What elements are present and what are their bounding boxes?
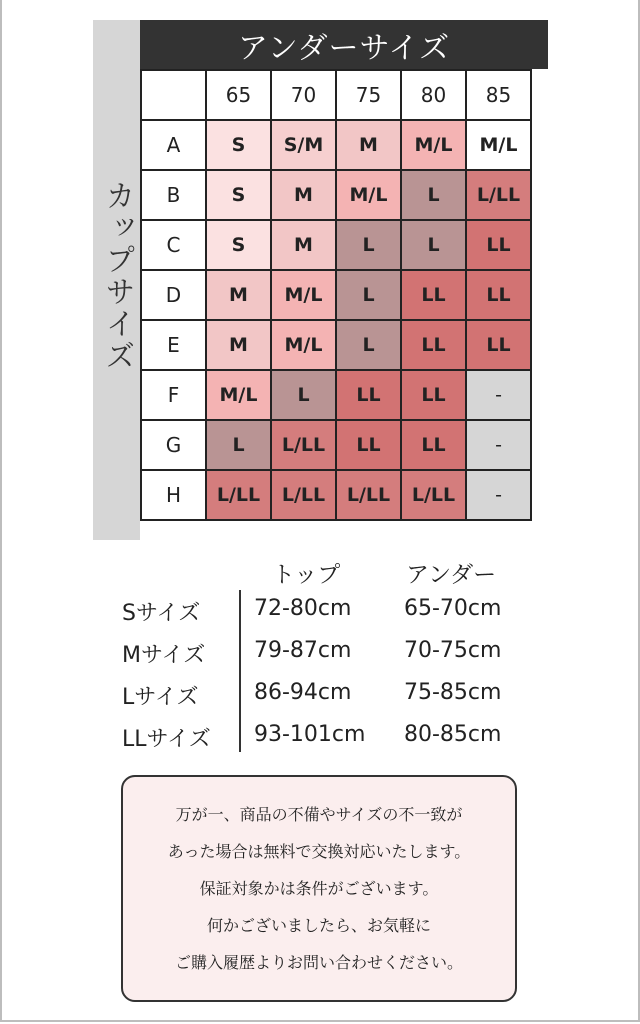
grid-row	[141, 170, 531, 220]
size-cell: L	[336, 320, 401, 370]
size-cell: -	[466, 420, 531, 470]
cup-size-header: F	[141, 370, 206, 420]
legend-size-label: Sサイズ	[122, 601, 201, 626]
legend-under-range: 75-85cm	[404, 680, 502, 705]
size-cell: M	[271, 220, 336, 270]
grid-row	[141, 220, 531, 270]
cup-size-header: E	[141, 320, 206, 370]
legend-under-range: 65-70cm	[404, 596, 502, 621]
notice-line: ご購入履歴よりお問い合わせください。	[174, 953, 463, 972]
size-cell: M/L	[206, 370, 271, 420]
cup-size-header: C	[141, 220, 206, 270]
size-cell: LL	[401, 420, 466, 470]
size-cell: LL	[401, 320, 466, 370]
cup-size-header: B	[141, 170, 206, 220]
legend-divider	[239, 590, 241, 752]
cup-size-header: A	[141, 120, 206, 170]
legend-header-top: トップ	[272, 562, 341, 588]
size-cell: LL	[336, 420, 401, 470]
size-cell: S/M	[271, 120, 336, 170]
legend-size-label: Mサイズ	[122, 643, 206, 668]
size-cell: S	[206, 170, 271, 220]
size-cell: LL	[401, 270, 466, 320]
notice-line: 万が一、商品の不備やサイズの不一致が	[175, 805, 463, 824]
size-cell: L/LL	[336, 470, 401, 520]
legend-size-label: LLサイズ	[122, 727, 211, 752]
size-cell: L/LL	[466, 170, 531, 220]
size-cell: L	[336, 270, 401, 320]
size-cell: M	[206, 270, 271, 320]
legend-top-range: 86-94cm	[254, 680, 352, 705]
size-legend	[118, 556, 538, 756]
cup-size-header: D	[141, 270, 206, 320]
legend-under-range: 80-85cm	[404, 722, 502, 747]
cup-size-header: H	[141, 470, 206, 520]
size-cell: M	[206, 320, 271, 370]
size-cell: L/LL	[271, 470, 336, 520]
under-size-title: アンダーサイズ	[140, 20, 548, 69]
size-cell: L	[271, 370, 336, 420]
grid-row	[141, 120, 531, 170]
size-cell: -	[466, 470, 531, 520]
grid-row	[141, 270, 531, 320]
grid-corner	[141, 70, 206, 120]
size-cell: L/LL	[206, 470, 271, 520]
exchange-notice	[121, 775, 517, 1002]
under-size-header: 85	[466, 70, 531, 120]
notice-line: 何かございましたら、お気軽に	[206, 916, 431, 935]
size-cell: M/L	[466, 120, 531, 170]
size-cell: M/L	[271, 320, 336, 370]
grid-row	[141, 420, 531, 470]
size-cell: M	[336, 120, 401, 170]
legend-under-range: 70-75cm	[404, 638, 502, 663]
notice-line: あった場合は無料で交換対応いたします。	[167, 842, 471, 861]
cup-size-label: カップサイズ	[99, 180, 135, 372]
legend-top-range: 72-80cm	[254, 596, 352, 621]
size-cell: M	[271, 170, 336, 220]
under-size-header: 70	[271, 70, 336, 120]
size-cell: L	[206, 420, 271, 470]
size-cell: M/L	[271, 270, 336, 320]
size-cell: -	[466, 370, 531, 420]
legend-header-under: アンダー	[406, 562, 497, 588]
notice-line: 保証対象かは条件がございます。	[199, 879, 439, 898]
grid-row	[141, 470, 531, 520]
size-cell: S	[206, 220, 271, 270]
size-cell: LL	[466, 320, 531, 370]
legend-size-label: Lサイズ	[122, 685, 199, 710]
size-cell: LL	[401, 370, 466, 420]
size-cell: S	[206, 120, 271, 170]
under-size-header: 80	[401, 70, 466, 120]
legend-top-range: 79-87cm	[254, 638, 352, 663]
legend-top-range: 93-101cm	[254, 722, 366, 747]
size-cell: L/LL	[271, 420, 336, 470]
grid-row	[141, 320, 531, 370]
size-cell: L	[401, 220, 466, 270]
under-size-header: 65	[206, 70, 271, 120]
under-size-header: 75	[336, 70, 401, 120]
size-cell: LL	[336, 370, 401, 420]
size-grid	[140, 69, 532, 521]
size-cell: M/L	[401, 120, 466, 170]
size-cell: L/LL	[401, 470, 466, 520]
grid-row	[141, 370, 531, 420]
size-cell: L	[336, 220, 401, 270]
size-cell: M/L	[336, 170, 401, 220]
cup-size-header: G	[141, 420, 206, 470]
size-cell: L	[401, 170, 466, 220]
size-cell: LL	[466, 270, 531, 320]
size-cell: LL	[466, 220, 531, 270]
